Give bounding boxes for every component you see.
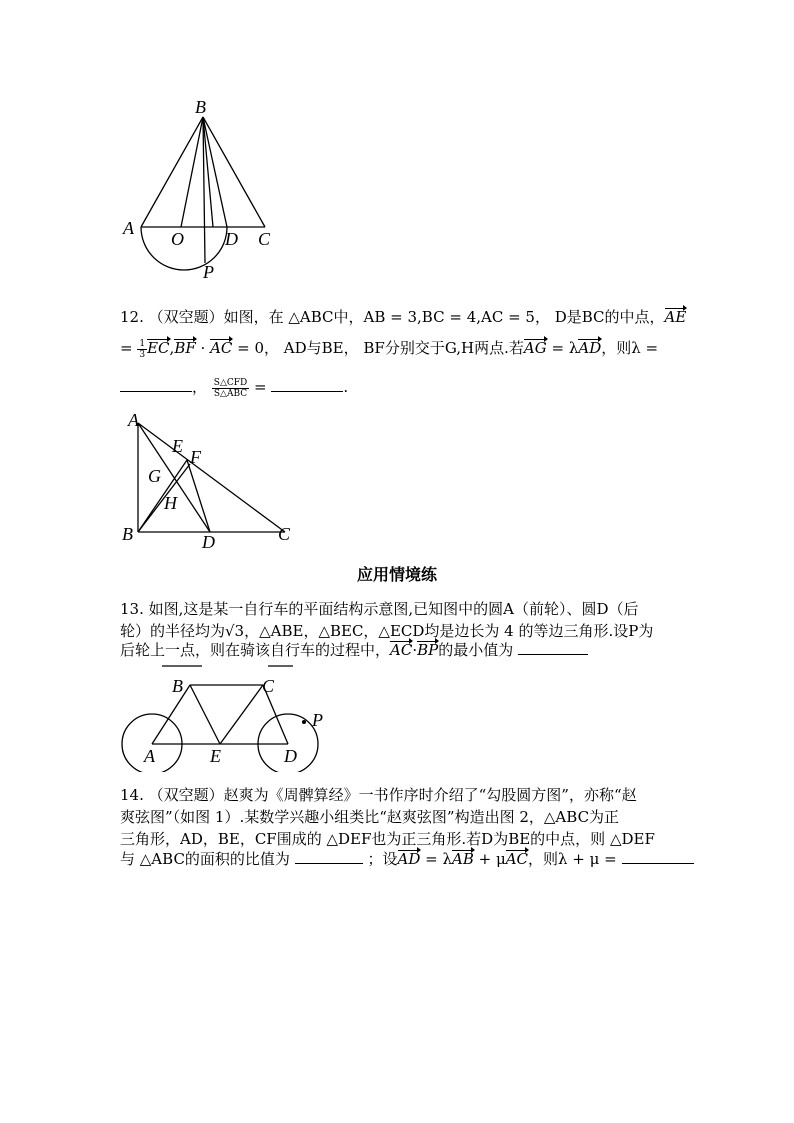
- label-A: A: [128, 410, 139, 430]
- answer-blank-lambda[interactable]: [120, 377, 192, 392]
- period: .: [343, 378, 349, 396]
- q12-line3: ， $\frac{\text{S△CFD}}{\text{S△ABC}}$ = .: [120, 376, 348, 399]
- label-D: D: [284, 746, 297, 766]
- vector-BF: BF: [174, 339, 196, 357]
- vector-AE: AE: [664, 308, 687, 326]
- frac-num: 1: [139, 338, 146, 349]
- q13-line1: 13. 如图,这是某一自行车的平面结构示意图,已知图中的圆A（前轮）、圆D（后: [120, 600, 639, 618]
- vector-AD: AD: [397, 850, 421, 868]
- vector-BP: BP: [417, 641, 439, 659]
- equals-sign: =: [120, 339, 133, 357]
- ratio-den: S△ABC: [213, 388, 248, 399]
- label-E: E: [172, 436, 183, 456]
- section-heading: 应用情境练: [356, 565, 437, 584]
- plus-mu: + μ: [478, 850, 506, 868]
- label-D: D: [202, 532, 215, 552]
- label-B: B: [172, 676, 183, 696]
- eq-lambda: = λ: [551, 339, 579, 357]
- label-O: O: [171, 229, 184, 249]
- vector-EC: EC: [147, 339, 170, 357]
- q12-text1: 12. （双空题）如图，在 △ABC中，AB = 3,BC = 4,AC = 5， D是BC的中点，: [120, 308, 665, 326]
- vector-AB: AB: [451, 850, 474, 868]
- answer-blank-ratio[interactable]: [271, 377, 343, 392]
- q13-text4: 的最小值为: [438, 641, 514, 659]
- eq-lambda: = λ: [425, 850, 452, 868]
- q14-line1: 14. （双空题）赵爽为《周髀算经》一书作序时介绍了“勾股圆方图”，亦称“赵: [120, 786, 637, 804]
- vector-AC: AC: [390, 641, 413, 659]
- label-D: D: [225, 229, 238, 249]
- label-P: P: [203, 262, 214, 282]
- figure-right-triangle: [118, 408, 303, 553]
- q14-text6: ，则λ + μ =: [528, 850, 617, 868]
- label-A: A: [144, 746, 155, 766]
- frac-den: 3: [139, 349, 146, 360]
- vector-AD: AD: [578, 339, 602, 357]
- label-F: F: [190, 447, 201, 467]
- figure-bicycle: [118, 660, 338, 772]
- label-H: H: [164, 493, 177, 513]
- q14-line3: 三角形，AD，BE，CF围成的 △DEF也为正三角形.若D为BE的中点，则 △DEF: [120, 830, 655, 848]
- label-P: P: [312, 710, 323, 730]
- dot: ·: [412, 641, 418, 659]
- ratio-equals: =: [254, 378, 267, 396]
- q13-line3: [120, 639, 588, 660]
- q14-text4: 与 △ABC的面积的比值为: [120, 850, 290, 868]
- area-ratio: [212, 378, 249, 399]
- answer-blank-min[interactable]: [518, 640, 588, 655]
- q13-text3: 后轮上一点，则在骑该自行车的过程中，: [120, 641, 391, 659]
- label-C: C: [262, 676, 275, 696]
- label-A: A: [123, 218, 134, 238]
- fraction-one-third: [137, 339, 147, 360]
- point-P: [302, 720, 306, 724]
- q12-line1: [120, 306, 686, 327]
- label-C: C: [258, 229, 271, 249]
- vector-AG: AG: [523, 339, 547, 357]
- label-B: B: [122, 524, 133, 544]
- label-G: G: [148, 466, 161, 486]
- q14-line4: [120, 848, 694, 869]
- label-E: E: [210, 746, 221, 766]
- q14-text5: ；设: [367, 850, 398, 868]
- label-B: B: [195, 97, 206, 117]
- figure-triangle-semicircle: [115, 95, 295, 285]
- q12-text3: ，则λ =: [601, 339, 659, 357]
- vector-AC: AC: [505, 850, 529, 868]
- q12-text2: = 0， AD与BE， BF分别交于G,H两点.若: [237, 339, 524, 357]
- q14-line2: 爽弦图”（如图 1）.某数学兴趣小组类比“赵爽弦图”构造出图 2，△ABC为正: [120, 808, 620, 826]
- label-C: C: [278, 524, 291, 544]
- q12-line2: = $\frac{1}{3}$ EC,BF · AC = 0， AD与BE， BF分别交于G,H两点.若AG = λAD，则λ =: [120, 338, 659, 360]
- q13-line2: 轮）的半径均为√3，△ABE，△BEC，△ECD均是边长为 4 的等边三角形.设P为: [120, 622, 654, 640]
- ratio-num: S△CFD: [213, 377, 248, 388]
- answer-blank-area-ratio[interactable]: [295, 849, 363, 864]
- vector-AC: AC: [210, 339, 233, 357]
- answer-blank-sum[interactable]: [622, 849, 694, 864]
